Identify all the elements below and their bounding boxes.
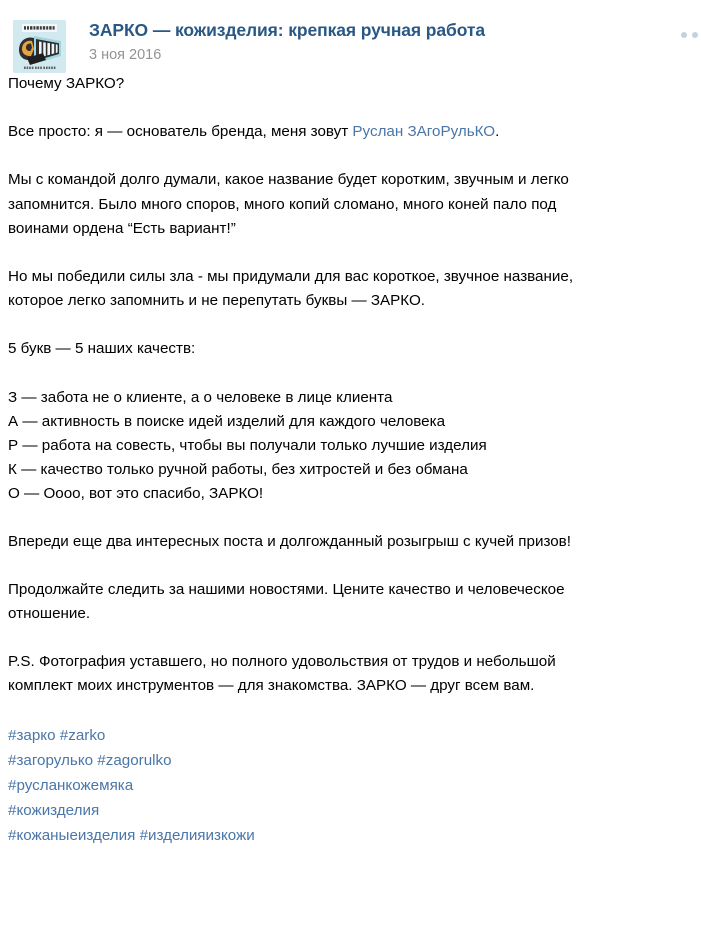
- paragraph-upcoming: Впереди еще два интересных поста и долгожданный розыгрыш с кучей призов!: [8, 532, 571, 550]
- more-options-icon[interactable]: [681, 32, 701, 38]
- post-author-title[interactable]: ЗАРКО — кожизделия: крепкая ручная работа: [89, 20, 485, 40]
- more-dot-1: [681, 32, 687, 38]
- paragraph-naming-line3: воинами ордена “Есть вариант!”: [8, 219, 236, 237]
- hashtag-line-2[interactable]: #загорулько #zagorulko: [8, 751, 172, 769]
- post-date[interactable]: 3 ноя 2016: [89, 47, 162, 63]
- spacer: [8, 313, 691, 337]
- hashtag-line-1[interactable]: #зарко #zarko: [8, 726, 106, 744]
- paragraph-five-letters: 5 букв — 5 наших качеств:: [8, 340, 196, 358]
- spacer: [8, 241, 691, 265]
- more-dot-2: [692, 32, 698, 38]
- paragraph-victory-line2: которое легко запомнить и не перепутать буквы — ЗАРКО.: [8, 292, 426, 310]
- paragraph-founder: [8, 120, 691, 144]
- paragraph-ps-line1: P.S. Фотография уставшего, но полного удовольствия от трудов и небольшой: [8, 653, 556, 671]
- paragraph-naming-line2: запомнится. Было много споров, много копий сломано, много коней пало под: [8, 195, 557, 213]
- spacer: [8, 507, 691, 530]
- post-header: [0, 0, 701, 72]
- paragraph-naming-line1: Мы с командой долго думали, какое название будет коротким, звучным и легко: [8, 171, 569, 189]
- qualities-list: [8, 386, 691, 507]
- paragraph-victory-line1: Но мы победили силы зла - мы придумали для вас короткое, звучное название,: [8, 268, 574, 286]
- spacer: [8, 699, 691, 723]
- quality-item-k: К — качество только ручной работы, без хитростей и без обмана: [8, 461, 468, 479]
- spacer: [8, 362, 691, 386]
- hashtag-line-3[interactable]: #русланкожемяка: [8, 776, 134, 794]
- avatar-logo-icon: [13, 20, 66, 73]
- quality-item-r: Р — работа на совесть, чтобы вы получали только лучшие изделия: [8, 437, 487, 455]
- founder-text-before: Все просто: я — основатель бренда, меня зовут: [8, 123, 353, 141]
- paragraph-followus-line2: отношение.: [8, 605, 91, 623]
- hashtag-line-5[interactable]: #кожаныеизделия #изделияизкожи: [8, 826, 255, 844]
- avatar[interactable]: [13, 20, 66, 73]
- paragraph-why: Почему ЗАРКО?: [8, 75, 125, 92]
- paragraph-ps-line2: комплект моих инструментов — для знакомства. ЗАРКО — друг всем вам.: [8, 677, 535, 695]
- quality-item-o: О — Оооо, вот это спасибо, ЗАРКО!: [8, 485, 264, 503]
- hashtag-line-4[interactable]: #кожизделия: [8, 801, 100, 819]
- quality-item-a: А — активность в поиске идей изделий для каждого человека: [8, 412, 446, 430]
- founder-text-after: .: [495, 123, 500, 141]
- post-header-text: [89, 18, 485, 64]
- hashtag-list: [0, 723, 701, 848]
- spacer: [8, 96, 691, 120]
- founder-name-link[interactable]: Руслан ЗАгоРульКО: [352, 123, 496, 141]
- paragraph-followus-line1: Продолжайте следить за нашими новостями. Цените качество и человеческое: [8, 580, 565, 598]
- spacer: [8, 626, 691, 650]
- quality-item-z: З — забота не о клиенте, а о человеке в лице клиента: [8, 388, 393, 406]
- spacer: [8, 554, 691, 578]
- post-body: [0, 72, 701, 723]
- spacer: [8, 144, 691, 168]
